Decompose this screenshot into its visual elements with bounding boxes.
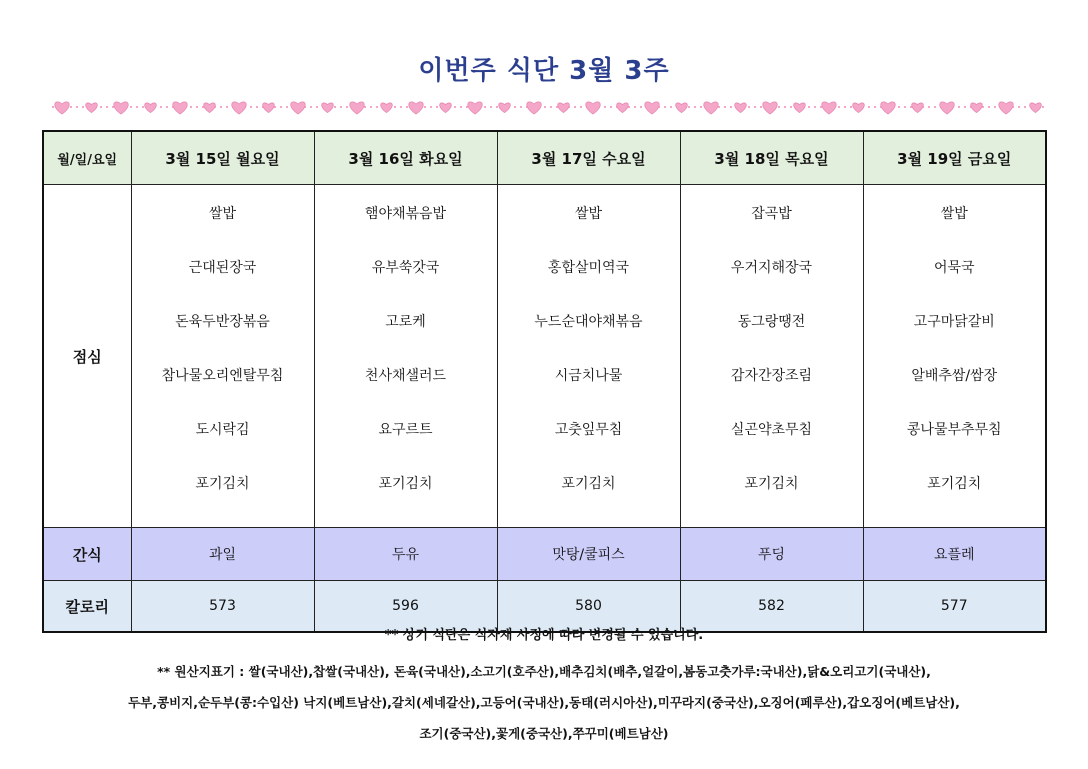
day-header: 3월 18일 목요일 — [680, 131, 863, 185]
menu-item: 포기김치 — [378, 476, 433, 492]
heart-icon — [232, 102, 246, 114]
heart-icon — [999, 102, 1013, 114]
menu-item: 쌀밥 — [208, 206, 237, 222]
lunch-day-cell — [497, 185, 680, 528]
snack-cell: 푸딩 — [680, 528, 863, 581]
menu-item: 천사채샐러드 — [364, 368, 447, 384]
lunch-day-cell — [131, 185, 314, 528]
menu-item: 어묵국 — [933, 260, 975, 276]
lunch-row — [43, 185, 1046, 528]
snack-cell: 요플레 — [863, 528, 1046, 581]
heart-icon — [381, 103, 393, 113]
heart-icon — [1030, 103, 1042, 113]
heart-icon — [940, 102, 954, 114]
heart-icon — [763, 102, 777, 114]
origin-line: ** 원산지표기 : 쌀(국내산),찹쌀(국내산), 돈육(국내산),소고기(호주산),배추김치(배추,얼갈이,봄동고춧가루:국내산),닭&오리고기(국내산), — [157, 664, 931, 679]
calorie-label: 칼로리 — [43, 581, 131, 633]
menu-item: 쌀밥 — [574, 206, 603, 222]
menu-item: 잡곡밥 — [751, 206, 792, 222]
lunch-label: 점심 — [43, 185, 131, 528]
heart-icon — [145, 103, 157, 113]
menu-item: 포기김치 — [195, 476, 250, 492]
heart-icon — [912, 103, 924, 113]
heart-icon — [822, 102, 836, 114]
menu-item: 고구마닭갈비 — [913, 314, 995, 330]
snack-cell: 맛탕/쿨피스 — [497, 528, 680, 581]
menu-item: 참나물오리엔탈무침 — [161, 368, 284, 384]
menu-item: 감자간장조림 — [730, 368, 813, 384]
menu-item: 포기김치 — [561, 476, 616, 492]
heart-icon — [55, 102, 69, 114]
origin-notice — [20, 656, 1068, 749]
heart-icon — [527, 102, 541, 114]
menu-item: 동그랑땡전 — [737, 314, 806, 330]
menu-table — [42, 130, 1047, 633]
menu-item: 도시락김 — [195, 422, 250, 438]
menu-item: 유부쑥갓국 — [371, 260, 440, 276]
menu-item: 시금치나물 — [554, 368, 623, 384]
heart-border-decoration — [52, 96, 1048, 118]
calorie-cell: 580 — [497, 581, 680, 633]
calorie-cell: 596 — [314, 581, 497, 633]
page-title: 이번주 식단 3월 3주 — [418, 56, 670, 86]
snack-cell: 과일 — [131, 528, 314, 581]
heart-icon — [617, 103, 629, 113]
heart-icon — [971, 103, 983, 113]
header-row — [43, 131, 1046, 185]
heart-icon — [409, 102, 423, 114]
heart-icon — [204, 103, 216, 113]
heart-icon — [114, 102, 128, 114]
snack-row — [43, 528, 1046, 581]
day-header: 3월 16일 화요일 — [314, 131, 497, 185]
heart-icon — [558, 103, 570, 113]
lunch-day-cell — [863, 185, 1046, 528]
heart-icon — [676, 103, 688, 113]
origin-line: 두부,콩비지,순두부(콩:수입산) 낙지(베트남산),갈치(세네갈산),고등어(국내산),동태(러시아산),미꾸라지(중국산),오징어(페루산),갑오징어(베트남산), — [128, 695, 960, 710]
menu-item: 포기김치 — [927, 476, 982, 492]
menu-item: 콩나물부추무침 — [906, 422, 1002, 438]
menu-item: 요구르트 — [378, 422, 433, 438]
menu-item: 알배추쌈/쌈장 — [911, 368, 998, 384]
menu-item: 누드순대야채볶음 — [534, 314, 643, 330]
menu-item: 돈육두반장볶음 — [175, 314, 270, 330]
menu-item: 쌀밥 — [940, 206, 968, 222]
day-header: 3월 19일 금요일 — [863, 131, 1046, 185]
menu-item: 홍합살미역국 — [547, 260, 630, 276]
menu-item: 햄야채볶음밥 — [364, 206, 447, 222]
heart-icon — [86, 103, 98, 113]
menu-item: 실곤약초무침 — [730, 422, 813, 438]
calorie-cell: 573 — [131, 581, 314, 633]
menu-item: 고로케 — [385, 314, 426, 330]
origin-line: 조기(중국산),꽃게(중국산),쭈꾸미(베트남산) — [419, 726, 669, 741]
heart-icon — [586, 102, 600, 114]
lunch-day-cell — [314, 185, 497, 528]
heart-icon — [499, 103, 511, 113]
calorie-cell: 577 — [863, 581, 1046, 633]
heart-icon — [350, 102, 364, 114]
heart-icon — [291, 102, 305, 114]
heart-icon — [468, 102, 482, 114]
menu-item: 고춧잎무침 — [554, 422, 623, 438]
heart-icon — [735, 103, 747, 113]
heart-icon — [440, 103, 452, 113]
heart-icon — [704, 102, 718, 114]
snack-cell: 두유 — [314, 528, 497, 581]
header-label: 월/일/요일 — [43, 131, 131, 185]
heart-icon — [853, 103, 865, 113]
heart-icon — [645, 102, 659, 114]
menu-item: 우거지해장국 — [730, 260, 813, 276]
snack-label: 간식 — [43, 528, 131, 581]
heart-icon — [263, 103, 275, 113]
menu-item: 포기김치 — [744, 476, 799, 492]
heart-icon — [881, 102, 895, 114]
heart-icon — [173, 102, 187, 114]
day-header: 3월 15일 월요일 — [131, 131, 314, 185]
heart-icon — [322, 103, 334, 113]
lunch-day-cell — [680, 185, 863, 528]
change-notice: ** 상기 식단은 식자재 사정에 따라 변경될 수 있습니다. — [384, 628, 704, 643]
day-header: 3월 17일 수요일 — [497, 131, 680, 185]
heart-icon — [794, 103, 806, 113]
menu-item: 근대된장국 — [188, 260, 257, 276]
calorie-cell: 582 — [680, 581, 863, 633]
